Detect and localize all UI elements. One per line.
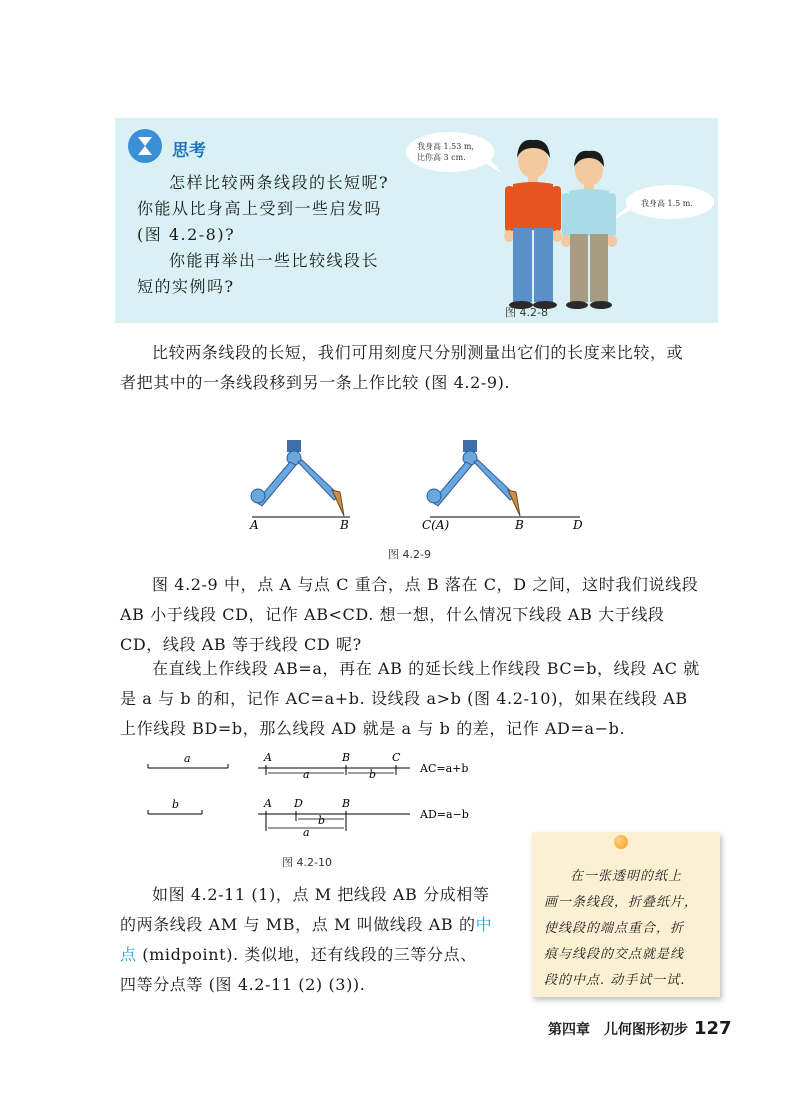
- label-c-a: C(A): [422, 518, 450, 532]
- text-line: [120, 910, 510, 940]
- difference-formula: AD=a−b: [420, 808, 469, 821]
- chapter-title: 第四章 儿何图形初步: [548, 1022, 688, 1038]
- bubble-left-text-2: 比你高 3 cm.: [417, 153, 466, 162]
- tip-note: [532, 832, 720, 997]
- boy-left: [504, 140, 562, 309]
- point-d-label: D: [294, 797, 303, 810]
- tip-line: 在一张透明的纸上: [570, 869, 683, 884]
- point-b-label: B: [342, 751, 351, 764]
- tip-line: 使线段的端点重合，折: [544, 921, 685, 936]
- point-a-label: A: [264, 751, 272, 764]
- figure-caption: 图 4.2-8: [505, 306, 548, 319]
- figure-caption: 图 4.2-10: [282, 856, 332, 869]
- term-midpoint: 点: [120, 945, 137, 964]
- text-line: 图 4.2-9 中，点 A 与点 C 重合，点 B 落在 C，D 之间，这时我们说线段: [152, 575, 699, 594]
- text-fragment: 的两条线段 AM 与 MB，点 M 叫做线段 AB 的: [120, 915, 476, 934]
- pushpin-icon: [614, 835, 628, 849]
- text-line: 者把其中的一条线段移到另一条上作比较 (图 4.2-9).: [120, 373, 511, 392]
- text-line: 如图 4.2-11 (1)，点 M 把线段 AB 分成相等: [152, 885, 490, 904]
- tip-line: 痕与线段的交点就是线: [544, 947, 685, 962]
- think-line: 短的实例吗?: [137, 277, 235, 296]
- label-b: B: [340, 518, 349, 532]
- label-d: D: [573, 518, 583, 532]
- tip-text: [544, 864, 710, 994]
- think-line: 你能再举出一些比较线段长: [169, 251, 380, 270]
- compass-left: [251, 440, 344, 516]
- think-line: 怎样比较两条线段的长短呢?: [169, 173, 390, 192]
- bubble-right-text: 我身高 1.5 m.: [641, 199, 693, 208]
- page-number: 127: [694, 1018, 732, 1039]
- text-line: 四等分点等 (图 4.2-11 (2) (3)).: [120, 975, 366, 994]
- term-midpoint: 中: [475, 915, 493, 934]
- tip-line: 画一条线段，折叠纸片，: [544, 895, 699, 910]
- tip-line: 段的中点. 动手试一试.: [544, 973, 686, 988]
- think-title: 思考: [172, 141, 206, 161]
- paragraph: [120, 338, 720, 398]
- think-line: (图 4.2-8)?: [137, 225, 236, 244]
- hourglass-icon: [128, 129, 162, 163]
- figure-caption: 图 4.2-9: [388, 548, 431, 561]
- text-line: AB 小于线段 CD，记作 AB<CD. 想一想，什么情况下线段 AB 大于线段: [120, 605, 665, 624]
- think-box: [115, 118, 718, 323]
- think-text: [137, 170, 412, 300]
- segment-a-label: a: [184, 752, 191, 765]
- label-b: B: [515, 518, 524, 532]
- length-a-label: a: [303, 826, 310, 838]
- boy-right: [561, 151, 617, 309]
- segment-sum-difference-figure: [140, 748, 500, 838]
- speech-bubble-left: [406, 132, 494, 172]
- text-line: 比较两条线段的长短，我们可用刻度尺分别测量出它们的长度来比较，或: [152, 343, 684, 362]
- length-b-label: b: [369, 768, 377, 781]
- text-fragment: (midpoint). 类似地，还有线段的三等分点、: [136, 945, 477, 964]
- compass-figure: [240, 432, 600, 532]
- point-a-label: A: [264, 797, 272, 810]
- text-line: CD，线段 AB 等于线段 CD 呢?: [120, 635, 362, 654]
- label-a: A: [250, 518, 259, 532]
- text-line: [120, 940, 510, 970]
- paragraph: [120, 880, 510, 1000]
- length-b-label: b: [318, 814, 326, 827]
- text-line: 是 a 与 b 的和，记作 AC=a+b. 设线段 a>b (图 4.2-10)，如果在线段 AB: [120, 689, 688, 708]
- think-line: 你能从比身高上受到一些启发吗: [137, 199, 383, 218]
- text-line: 在直线上作线段 AB=a，再在 AB 的延长线上作线段 BC=b，线段 AC 就: [152, 659, 700, 678]
- point-b-label: B: [342, 797, 351, 810]
- compass-right: [427, 440, 580, 517]
- two-boys-illustration: [405, 118, 718, 323]
- segment-b-label: b: [172, 798, 180, 811]
- paragraph: [120, 570, 720, 660]
- page-footer: [548, 1018, 732, 1039]
- text-line: 上作线段 BD=b，那么线段 AD 就是 a 与 b 的差，记作 AD=a−b.: [120, 719, 626, 738]
- point-c-label: C: [392, 751, 401, 764]
- bubble-left-text-1: 我身高 1.53 m,: [417, 142, 475, 151]
- sum-formula: AC=a+b: [420, 762, 469, 775]
- length-a-label: a: [303, 768, 310, 781]
- paragraph: [120, 654, 720, 744]
